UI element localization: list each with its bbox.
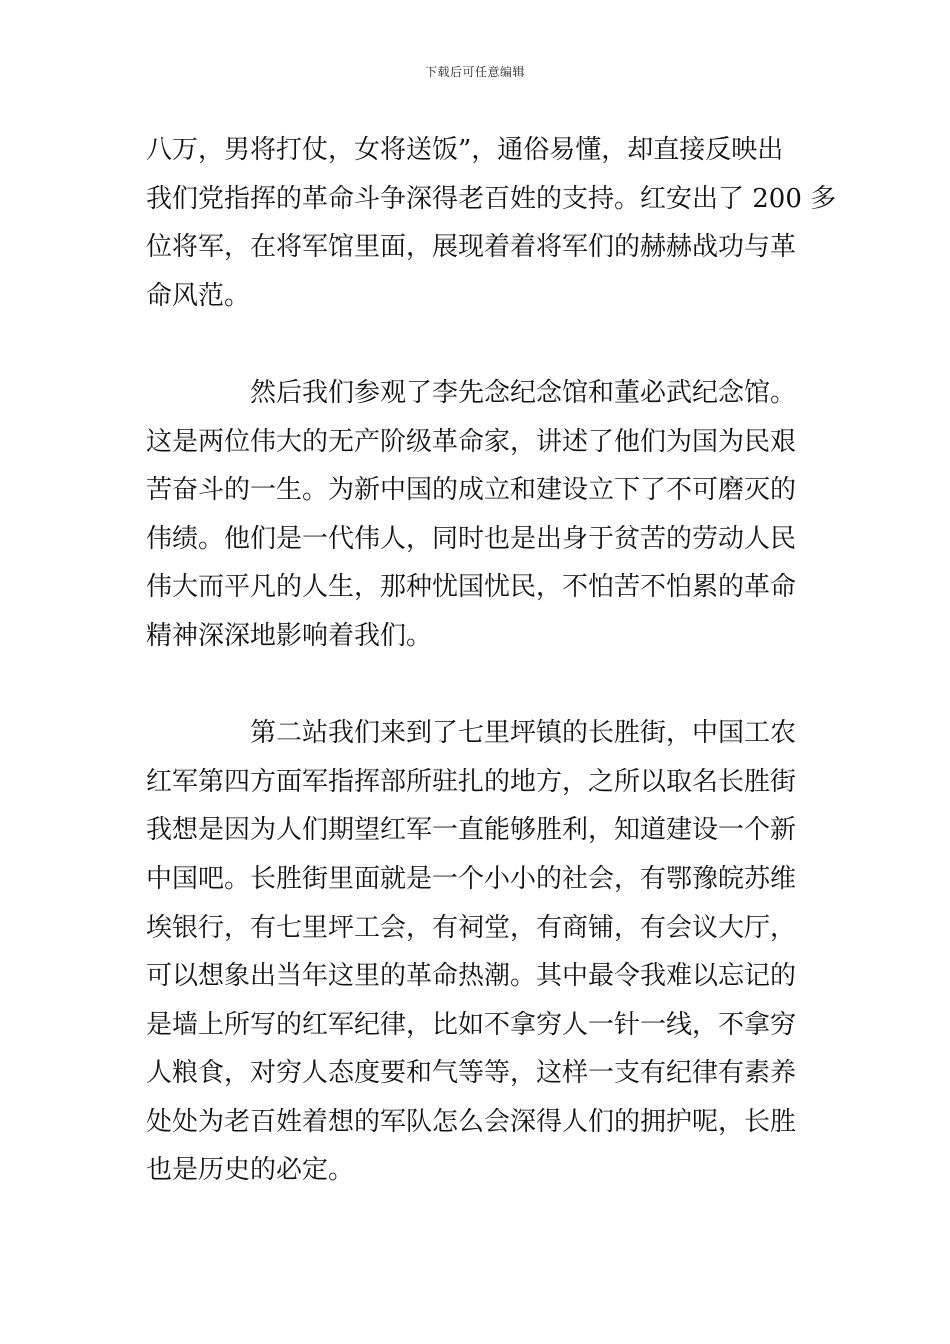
text-line: 红军第四方面军指挥部所驻扎的地方，之所以取名长胜街 [146,766,797,797]
text-line: 我们党指挥的革命斗争深得老百姓的支持。红安出了 200 多 [146,183,837,214]
text-line: 八万，男将打仗，女将送饭”，通俗易懂，却直接反映出 [146,135,784,165]
text-line: 苦奋斗的一生。为新中国的成立和建设立下了不可磨灭的 [146,475,797,506]
text-line: 是墙上所写的红军纪律，比如不拿穷人一针一线，不拿穷 [146,1009,797,1040]
paragraph-1 [146,126,837,320]
text-line: 中国吧。长胜街里面就是一个小小的社会，有鄂豫皖苏维 [146,863,797,894]
text-line: 第二站我们来到了七里坪镇的长胜街，中国工农 [250,718,797,749]
paragraph-3 [146,709,814,1195]
text-line: 也是历史的必定。 [146,1155,355,1186]
paragraph-gap [146,661,814,710]
text-line: 我想是因为人们期望红军一直能够胜利，知道建设一个新 [146,815,797,846]
text-line: 人粮食，对穷人态度要和气等等，这样一支有纪律有素养 [146,1058,797,1089]
paragraph-2 [146,369,814,661]
text-line: 伟大而平凡的人生，那种忧国忧民，不怕苦不怕累的革命 [146,572,797,603]
paragraph-gap [146,320,814,369]
text-line: 埃银行，有七里坪工会，有祠堂，有商铺，有会议大厅， [146,912,797,943]
text-line: 位将军，在将军馆里面，展现着着将军们的赫赫战功与革 [146,232,797,263]
text-line: 精神深深地影响着我们。 [146,620,433,651]
text-line: 命风范。 [146,280,251,311]
text-line: 处处为老百姓着想的军队怎么会深得人们的拥护呢，长胜 [146,1106,797,1137]
text-line: 可以想象出当年这里的革命热潮。其中最令我难以忘记的 [146,961,797,992]
page-header: 下载后可任意编辑 [424,65,525,79]
text-line: 这是两位伟大的无产阶级革命家，讲述了他们为国为民艰 [146,426,797,457]
text-line: 然后我们参观了李先念纪念馆和董必武纪念馆。 [250,377,797,408]
text-line: 伟绩。他们是一代伟人，同时也是出身于贫苦的劳动人民 [146,523,797,554]
document-body [146,126,837,1195]
